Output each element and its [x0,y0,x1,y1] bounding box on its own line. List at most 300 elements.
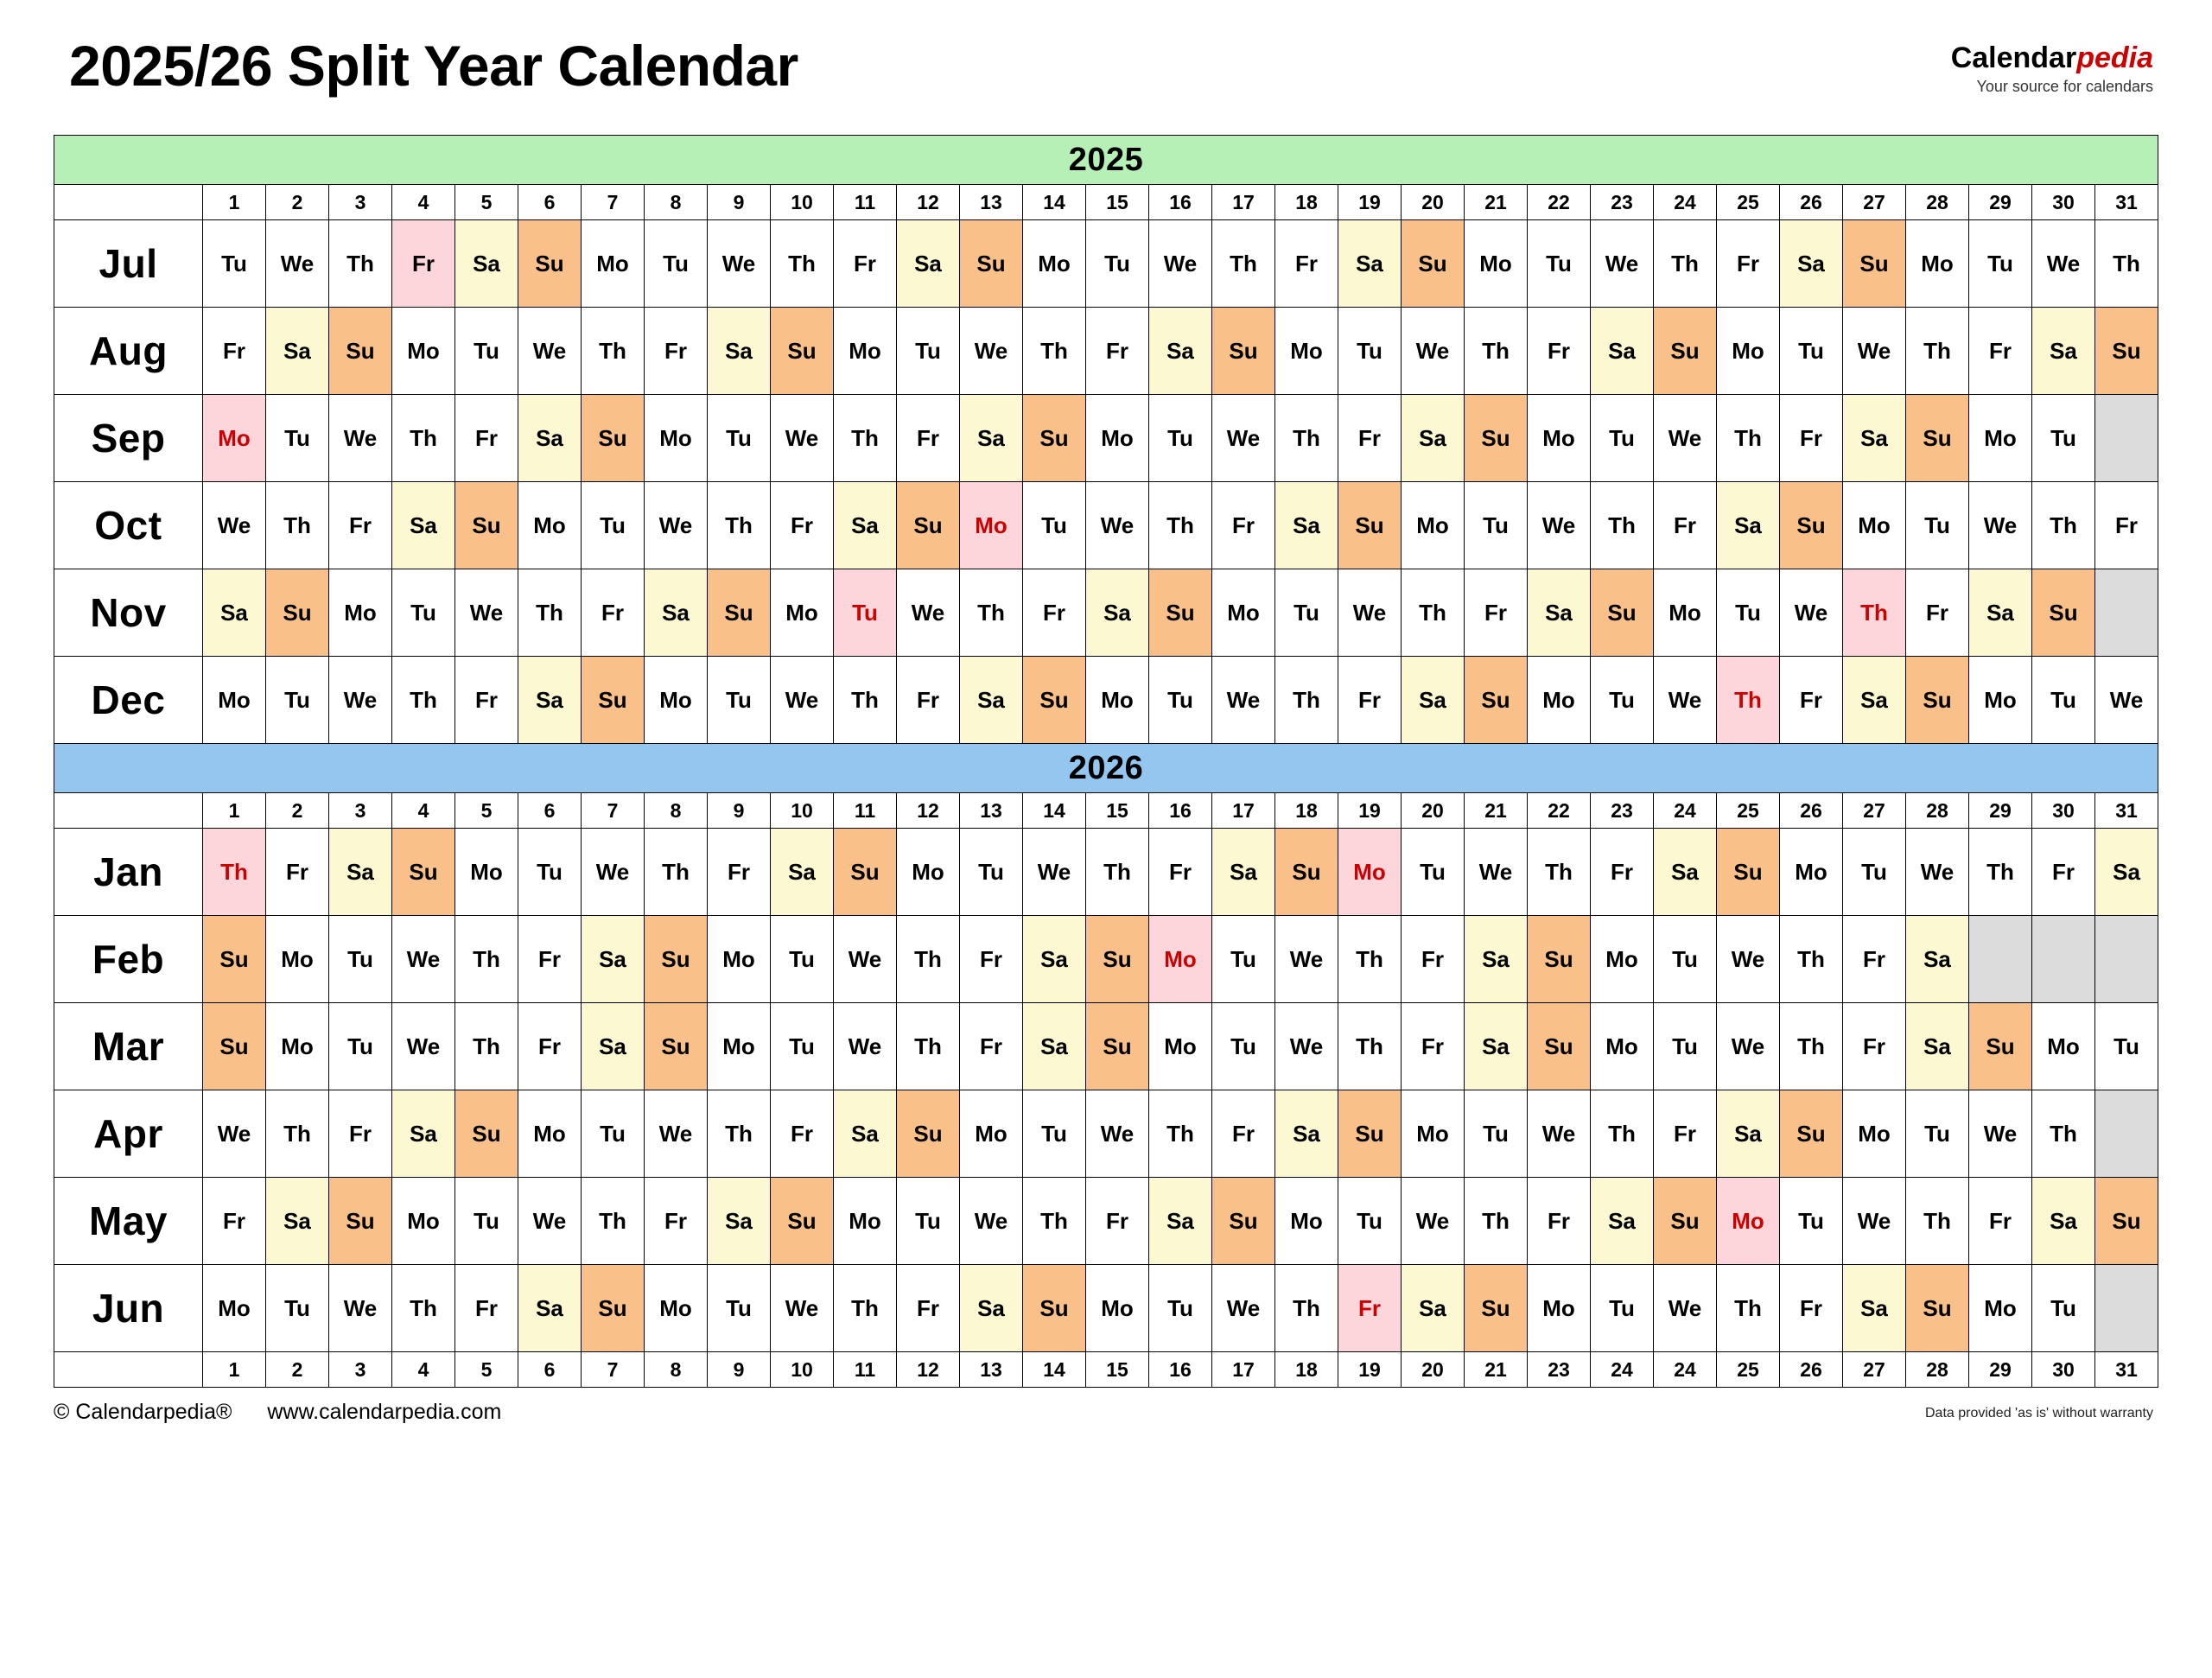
day-cell[interactable]: Fr [1212,1090,1275,1178]
day-cell[interactable]: We [329,1265,392,1352]
day-cell[interactable]: Tu [455,1178,518,1265]
day-cell[interactable]: Sa [1843,657,1906,744]
day-cell[interactable]: Th [455,1003,518,1090]
day-cell[interactable]: We [329,395,392,482]
day-cell[interactable]: Su [1023,657,1086,744]
day-cell[interactable]: Th [708,1090,771,1178]
day-cell[interactable]: Sa [1149,308,1212,395]
day-cell[interactable]: Th [329,220,392,308]
day-cell[interactable]: Fr [1906,569,1969,657]
day-cell[interactable]: Fr [960,916,1023,1003]
day-cell[interactable]: We [1591,220,1654,308]
day-cell[interactable]: Mo [1843,482,1906,569]
day-cell[interactable]: We [771,1265,834,1352]
day-cell[interactable]: Mo [2032,1003,2095,1090]
day-cell[interactable]: Su [897,1090,960,1178]
day-cell[interactable]: We [1654,657,1717,744]
day-cell[interactable]: Tu [1906,482,1969,569]
day-cell[interactable]: Su [1023,395,1086,482]
day-cell[interactable]: Sa [582,1003,645,1090]
day-cell[interactable]: Th [1780,1003,1843,1090]
day-cell[interactable]: Mo [1149,916,1212,1003]
day-cell[interactable]: Tu [1843,829,1906,916]
day-cell[interactable]: Sa [1465,1003,1528,1090]
day-cell[interactable]: Th [1465,308,1528,395]
day-cell[interactable]: Sa [518,1265,582,1352]
day-cell[interactable]: Mo [960,1090,1023,1178]
day-cell[interactable]: Mo [1275,308,1338,395]
day-cell[interactable]: Fr [1528,308,1591,395]
day-cell[interactable] [2095,916,2158,1003]
day-cell[interactable]: Sa [708,1178,771,1265]
day-cell[interactable] [2095,1090,2158,1178]
day-cell[interactable]: Fr [897,395,960,482]
day-cell[interactable]: Mo [1591,1003,1654,1090]
day-cell[interactable]: We [1149,220,1212,308]
day-cell[interactable]: Su [1086,1003,1149,1090]
day-cell[interactable]: We [834,1003,897,1090]
day-cell[interactable]: Fr [582,569,645,657]
day-cell[interactable]: Fr [1338,1265,1402,1352]
day-cell[interactable]: Sa [1023,1003,1086,1090]
day-cell[interactable]: Th [1402,569,1465,657]
day-cell[interactable]: Sa [1402,657,1465,744]
day-cell[interactable]: Th [1023,1178,1086,1265]
day-cell[interactable]: Fr [897,1265,960,1352]
day-cell[interactable]: Tu [897,308,960,395]
day-cell[interactable]: Su [1528,916,1591,1003]
day-cell[interactable]: Su [1906,1265,1969,1352]
day-cell[interactable]: We [1275,1003,1338,1090]
day-cell[interactable]: Tu [1591,395,1654,482]
day-cell[interactable]: Mo [266,1003,329,1090]
day-cell[interactable]: Th [1528,829,1591,916]
day-cell[interactable]: Fr [1591,829,1654,916]
day-cell[interactable]: Su [1212,308,1275,395]
day-cell[interactable]: Th [897,1003,960,1090]
day-cell[interactable]: We [392,916,455,1003]
day-cell[interactable]: Su [1969,1003,2032,1090]
day-cell[interactable]: Sa [392,482,455,569]
day-cell[interactable]: Su [1906,395,1969,482]
day-cell[interactable]: Th [266,482,329,569]
day-cell[interactable]: Th [392,657,455,744]
day-cell[interactable]: Fr [203,1178,266,1265]
day-cell[interactable]: We [834,916,897,1003]
day-cell[interactable]: Th [582,308,645,395]
day-cell[interactable]: We [203,1090,266,1178]
day-cell[interactable]: Tu [1402,829,1465,916]
day-cell[interactable]: Mo [960,482,1023,569]
day-cell[interactable]: Th [1338,1003,1402,1090]
day-cell[interactable]: Fr [329,482,392,569]
day-cell[interactable]: Th [266,1090,329,1178]
day-cell[interactable]: Mo [897,829,960,916]
day-cell[interactable]: Mo [1654,569,1717,657]
day-cell[interactable]: Su [645,916,708,1003]
website-link[interactable]: www.calendarpedia.com [267,1400,502,1424]
day-cell[interactable]: Sa [1023,916,1086,1003]
day-cell[interactable]: We [455,569,518,657]
day-cell[interactable]: Sa [771,829,834,916]
day-cell[interactable]: We [1906,829,1969,916]
day-cell[interactable]: Fr [834,220,897,308]
day-cell[interactable]: Sa [645,569,708,657]
day-cell[interactable]: We [1528,1090,1591,1178]
day-cell[interactable]: Sa [1275,482,1338,569]
day-cell[interactable]: Mo [455,829,518,916]
day-cell[interactable]: Fr [771,482,834,569]
day-cell[interactable]: Tu [1465,1090,1528,1178]
day-cell[interactable]: We [329,657,392,744]
day-cell[interactable]: Sa [1591,1178,1654,1265]
day-cell[interactable]: Sa [1717,482,1780,569]
day-cell[interactable]: Tu [455,308,518,395]
day-cell[interactable]: We [645,482,708,569]
day-cell[interactable]: We [2095,657,2158,744]
day-cell[interactable]: Fr [1843,916,1906,1003]
day-cell[interactable]: Mo [834,1178,897,1265]
day-cell[interactable]: We [960,1178,1023,1265]
day-cell[interactable]: Tu [2032,1265,2095,1352]
day-cell[interactable]: Tu [1149,657,1212,744]
day-cell[interactable]: Tu [1654,1003,1717,1090]
day-cell[interactable]: Mo [1591,916,1654,1003]
day-cell[interactable]: Mo [329,569,392,657]
day-cell[interactable]: Fr [455,395,518,482]
day-cell[interactable]: Sa [392,1090,455,1178]
day-cell[interactable]: Fr [960,1003,1023,1090]
day-cell[interactable]: Tu [1023,1090,1086,1178]
day-cell[interactable]: Fr [455,1265,518,1352]
day-cell[interactable]: Sa [708,308,771,395]
day-cell[interactable]: Fr [455,657,518,744]
day-cell[interactable]: We [518,308,582,395]
day-cell[interactable]: We [1717,1003,1780,1090]
day-cell[interactable]: Tu [1717,569,1780,657]
day-cell[interactable]: Mo [266,916,329,1003]
day-cell[interactable]: Th [1969,829,2032,916]
day-cell[interactable]: Tu [203,220,266,308]
day-cell[interactable]: We [1969,1090,2032,1178]
day-cell[interactable]: Fr [329,1090,392,1178]
day-cell[interactable]: Tu [518,829,582,916]
day-cell[interactable]: Su [1023,1265,1086,1352]
day-cell[interactable]: Mo [1906,220,1969,308]
day-cell[interactable]: We [771,395,834,482]
day-cell[interactable]: Sa [1780,220,1843,308]
day-cell[interactable]: Fr [266,829,329,916]
day-cell[interactable] [2095,569,2158,657]
day-cell[interactable]: Sa [1717,1090,1780,1178]
day-cell[interactable]: Tu [1212,916,1275,1003]
day-cell[interactable]: Su [582,657,645,744]
day-cell[interactable]: Sa [1843,395,1906,482]
day-cell[interactable]: Su [960,220,1023,308]
day-cell[interactable]: Mo [1402,1090,1465,1178]
day-cell[interactable]: We [1717,916,1780,1003]
day-cell[interactable]: Su [1338,482,1402,569]
day-cell[interactable]: Sa [1338,220,1402,308]
day-cell[interactable]: Sa [329,829,392,916]
day-cell[interactable]: Th [2032,482,2095,569]
day-cell[interactable]: Fr [2095,482,2158,569]
day-cell[interactable]: Sa [960,395,1023,482]
day-cell[interactable]: Fr [708,829,771,916]
day-cell[interactable]: Mo [1023,220,1086,308]
day-cell[interactable]: Mo [1528,1265,1591,1352]
day-cell[interactable]: Fr [203,308,266,395]
day-cell[interactable]: We [771,657,834,744]
day-cell[interactable]: Fr [897,657,960,744]
day-cell[interactable]: Fr [1780,395,1843,482]
day-cell[interactable] [1969,916,2032,1003]
day-cell[interactable]: Su [392,829,455,916]
day-cell[interactable]: Mo [645,657,708,744]
day-cell[interactable]: We [960,308,1023,395]
day-cell[interactable]: Fr [645,1178,708,1265]
day-cell[interactable]: Tu [1591,1265,1654,1352]
day-cell[interactable]: Th [834,657,897,744]
day-cell[interactable]: Mo [203,395,266,482]
day-cell[interactable]: Th [1275,395,1338,482]
day-cell[interactable]: Tu [960,829,1023,916]
day-cell[interactable]: We [1528,482,1591,569]
day-cell[interactable]: Su [455,482,518,569]
day-cell[interactable]: We [1023,829,1086,916]
day-cell[interactable]: Th [1906,1178,1969,1265]
day-cell[interactable]: Fr [1402,916,1465,1003]
day-cell[interactable]: Tu [2032,657,2095,744]
day-cell[interactable]: Tu [1212,1003,1275,1090]
day-cell[interactable]: Fr [1402,1003,1465,1090]
day-cell[interactable]: Th [1717,395,1780,482]
day-cell[interactable]: Tu [708,657,771,744]
day-cell[interactable]: Th [1654,220,1717,308]
day-cell[interactable]: Mo [771,569,834,657]
day-cell[interactable]: Mo [1212,569,1275,657]
day-cell[interactable]: Fr [1086,1178,1149,1265]
day-cell[interactable]: Su [897,482,960,569]
day-cell[interactable]: Su [1086,916,1149,1003]
day-cell[interactable]: Tu [834,569,897,657]
day-cell[interactable]: Sa [834,1090,897,1178]
day-cell[interactable]: Sa [1212,829,1275,916]
day-cell[interactable]: Su [1780,1090,1843,1178]
day-cell[interactable]: Su [1275,829,1338,916]
day-cell[interactable]: Mo [645,395,708,482]
day-cell[interactable]: Sa [203,569,266,657]
day-cell[interactable]: Th [897,916,960,1003]
day-cell[interactable]: Sa [2032,308,2095,395]
day-cell[interactable]: Sa [1906,1003,1969,1090]
day-cell[interactable]: We [897,569,960,657]
day-cell[interactable]: Th [960,569,1023,657]
day-cell[interactable]: Th [203,829,266,916]
day-cell[interactable]: Mo [1149,1003,1212,1090]
day-cell[interactable]: Su [1717,829,1780,916]
day-cell[interactable]: Tu [1086,220,1149,308]
day-cell[interactable]: Su [1654,308,1717,395]
day-cell[interactable]: Tu [771,1003,834,1090]
day-cell[interactable]: We [1402,1178,1465,1265]
day-cell[interactable]: We [1086,1090,1149,1178]
day-cell[interactable]: We [1843,308,1906,395]
day-cell[interactable]: We [1654,1265,1717,1352]
day-cell[interactable]: Sa [2095,829,2158,916]
day-cell[interactable]: Tu [329,1003,392,1090]
day-cell[interactable]: Fr [1843,1003,1906,1090]
day-cell[interactable]: Sa [1149,1178,1212,1265]
day-cell[interactable]: Su [266,569,329,657]
day-cell[interactable]: Mo [1086,395,1149,482]
day-cell[interactable]: Sa [266,308,329,395]
day-cell[interactable]: We [392,1003,455,1090]
day-cell[interactable]: Fr [645,308,708,395]
day-cell[interactable]: Sa [960,1265,1023,1352]
day-cell[interactable]: Sa [897,220,960,308]
day-cell[interactable]: Tu [266,657,329,744]
day-cell[interactable]: Mo [645,1265,708,1352]
day-cell[interactable]: We [1402,308,1465,395]
day-cell[interactable]: Fr [1654,1090,1717,1178]
day-cell[interactable]: Th [2032,1090,2095,1178]
day-cell[interactable]: Fr [1275,220,1338,308]
day-cell[interactable]: Fr [1338,395,1402,482]
day-cell[interactable]: Fr [1212,482,1275,569]
day-cell[interactable]: Mo [1402,482,1465,569]
day-cell[interactable]: Th [1717,657,1780,744]
day-cell[interactable]: Th [834,395,897,482]
day-cell[interactable]: Sa [1402,395,1465,482]
day-cell[interactable]: Fr [1086,308,1149,395]
day-cell[interactable]: Sa [1969,569,2032,657]
day-cell[interactable]: Su [1843,220,1906,308]
day-cell[interactable]: Tu [329,916,392,1003]
day-cell[interactable]: Th [1149,1090,1212,1178]
day-cell[interactable]: Tu [1338,308,1402,395]
day-cell[interactable]: Su [2032,569,2095,657]
day-cell[interactable]: Th [1086,829,1149,916]
day-cell[interactable]: Fr [2032,829,2095,916]
day-cell[interactable]: Mo [1338,829,1402,916]
day-cell[interactable]: Fr [518,916,582,1003]
day-cell[interactable]: Fr [1969,308,2032,395]
day-cell[interactable]: We [1780,569,1843,657]
day-cell[interactable]: Th [1717,1265,1780,1352]
day-cell[interactable]: Sa [1402,1265,1465,1352]
day-cell[interactable]: Mo [392,1178,455,1265]
day-cell[interactable]: Th [708,482,771,569]
day-cell[interactable]: Tu [1149,395,1212,482]
day-cell[interactable]: We [1969,482,2032,569]
day-cell[interactable]: Mo [834,308,897,395]
day-cell[interactable]: Tu [1969,220,2032,308]
day-cell[interactable]: Th [1591,482,1654,569]
day-cell[interactable] [2032,916,2095,1003]
day-cell[interactable]: Mo [392,308,455,395]
day-cell[interactable]: Tu [1338,1178,1402,1265]
day-cell[interactable]: Fr [1465,569,1528,657]
day-cell[interactable]: Tu [266,395,329,482]
day-cell[interactable]: Su [1465,657,1528,744]
day-cell[interactable]: Su [582,1265,645,1352]
day-cell[interactable]: Sa [2032,1178,2095,1265]
day-cell[interactable]: Su [1906,657,1969,744]
day-cell[interactable]: We [1654,395,1717,482]
day-cell[interactable]: Fr [1969,1178,2032,1265]
day-cell[interactable]: Sa [834,482,897,569]
day-cell[interactable]: Th [1780,916,1843,1003]
day-cell[interactable]: Th [834,1265,897,1352]
day-cell[interactable]: Fr [1023,569,1086,657]
day-cell[interactable]: Sa [266,1178,329,1265]
day-cell[interactable] [2095,1265,2158,1352]
day-cell[interactable]: Su [329,308,392,395]
day-cell[interactable]: Sa [1275,1090,1338,1178]
day-cell[interactable]: Mo [1969,395,2032,482]
day-cell[interactable]: Su [771,1178,834,1265]
day-cell[interactable]: Th [392,1265,455,1352]
day-cell[interactable]: Fr [1528,1178,1591,1265]
day-cell[interactable]: Tu [582,482,645,569]
day-cell[interactable]: Th [455,916,518,1003]
day-cell[interactable]: Tu [266,1265,329,1352]
day-cell[interactable]: Tu [771,916,834,1003]
day-cell[interactable]: Mo [708,1003,771,1090]
day-cell[interactable]: Mo [1086,1265,1149,1352]
day-cell[interactable]: Fr [518,1003,582,1090]
day-cell[interactable]: Fr [392,220,455,308]
day-cell[interactable]: Su [1591,569,1654,657]
day-cell[interactable]: Su [1780,482,1843,569]
day-cell[interactable]: Su [203,916,266,1003]
day-cell[interactable]: Su [708,569,771,657]
day-cell[interactable]: Fr [1338,657,1402,744]
day-cell[interactable]: Mo [203,657,266,744]
day-cell[interactable]: Th [1906,308,1969,395]
day-cell[interactable]: Th [1591,1090,1654,1178]
day-cell[interactable]: Su [329,1178,392,1265]
day-cell[interactable]: Sa [1086,569,1149,657]
day-cell[interactable]: Mo [1717,308,1780,395]
day-cell[interactable]: Tu [708,1265,771,1352]
day-cell[interactable] [2095,395,2158,482]
day-cell[interactable]: Th [1338,916,1402,1003]
day-cell[interactable]: Sa [1465,916,1528,1003]
day-cell[interactable]: Tu [1591,657,1654,744]
day-cell[interactable]: Th [1275,657,1338,744]
day-cell[interactable]: We [1465,829,1528,916]
day-cell[interactable]: Mo [582,220,645,308]
day-cell[interactable]: We [1843,1178,1906,1265]
day-cell[interactable]: Mo [1465,220,1528,308]
day-cell[interactable]: Tu [645,220,708,308]
day-cell[interactable]: Su [2095,1178,2158,1265]
day-cell[interactable]: Su [1402,220,1465,308]
day-cell[interactable]: Su [455,1090,518,1178]
day-cell[interactable]: Su [2095,308,2158,395]
day-cell[interactable]: Tu [1780,1178,1843,1265]
day-cell[interactable]: Tu [392,569,455,657]
day-cell[interactable]: Su [645,1003,708,1090]
day-cell[interactable]: Mo [1843,1090,1906,1178]
day-cell[interactable]: Sa [960,657,1023,744]
day-cell[interactable]: Mo [518,482,582,569]
day-cell[interactable]: Mo [203,1265,266,1352]
day-cell[interactable]: Fr [1717,220,1780,308]
day-cell[interactable]: We [518,1178,582,1265]
